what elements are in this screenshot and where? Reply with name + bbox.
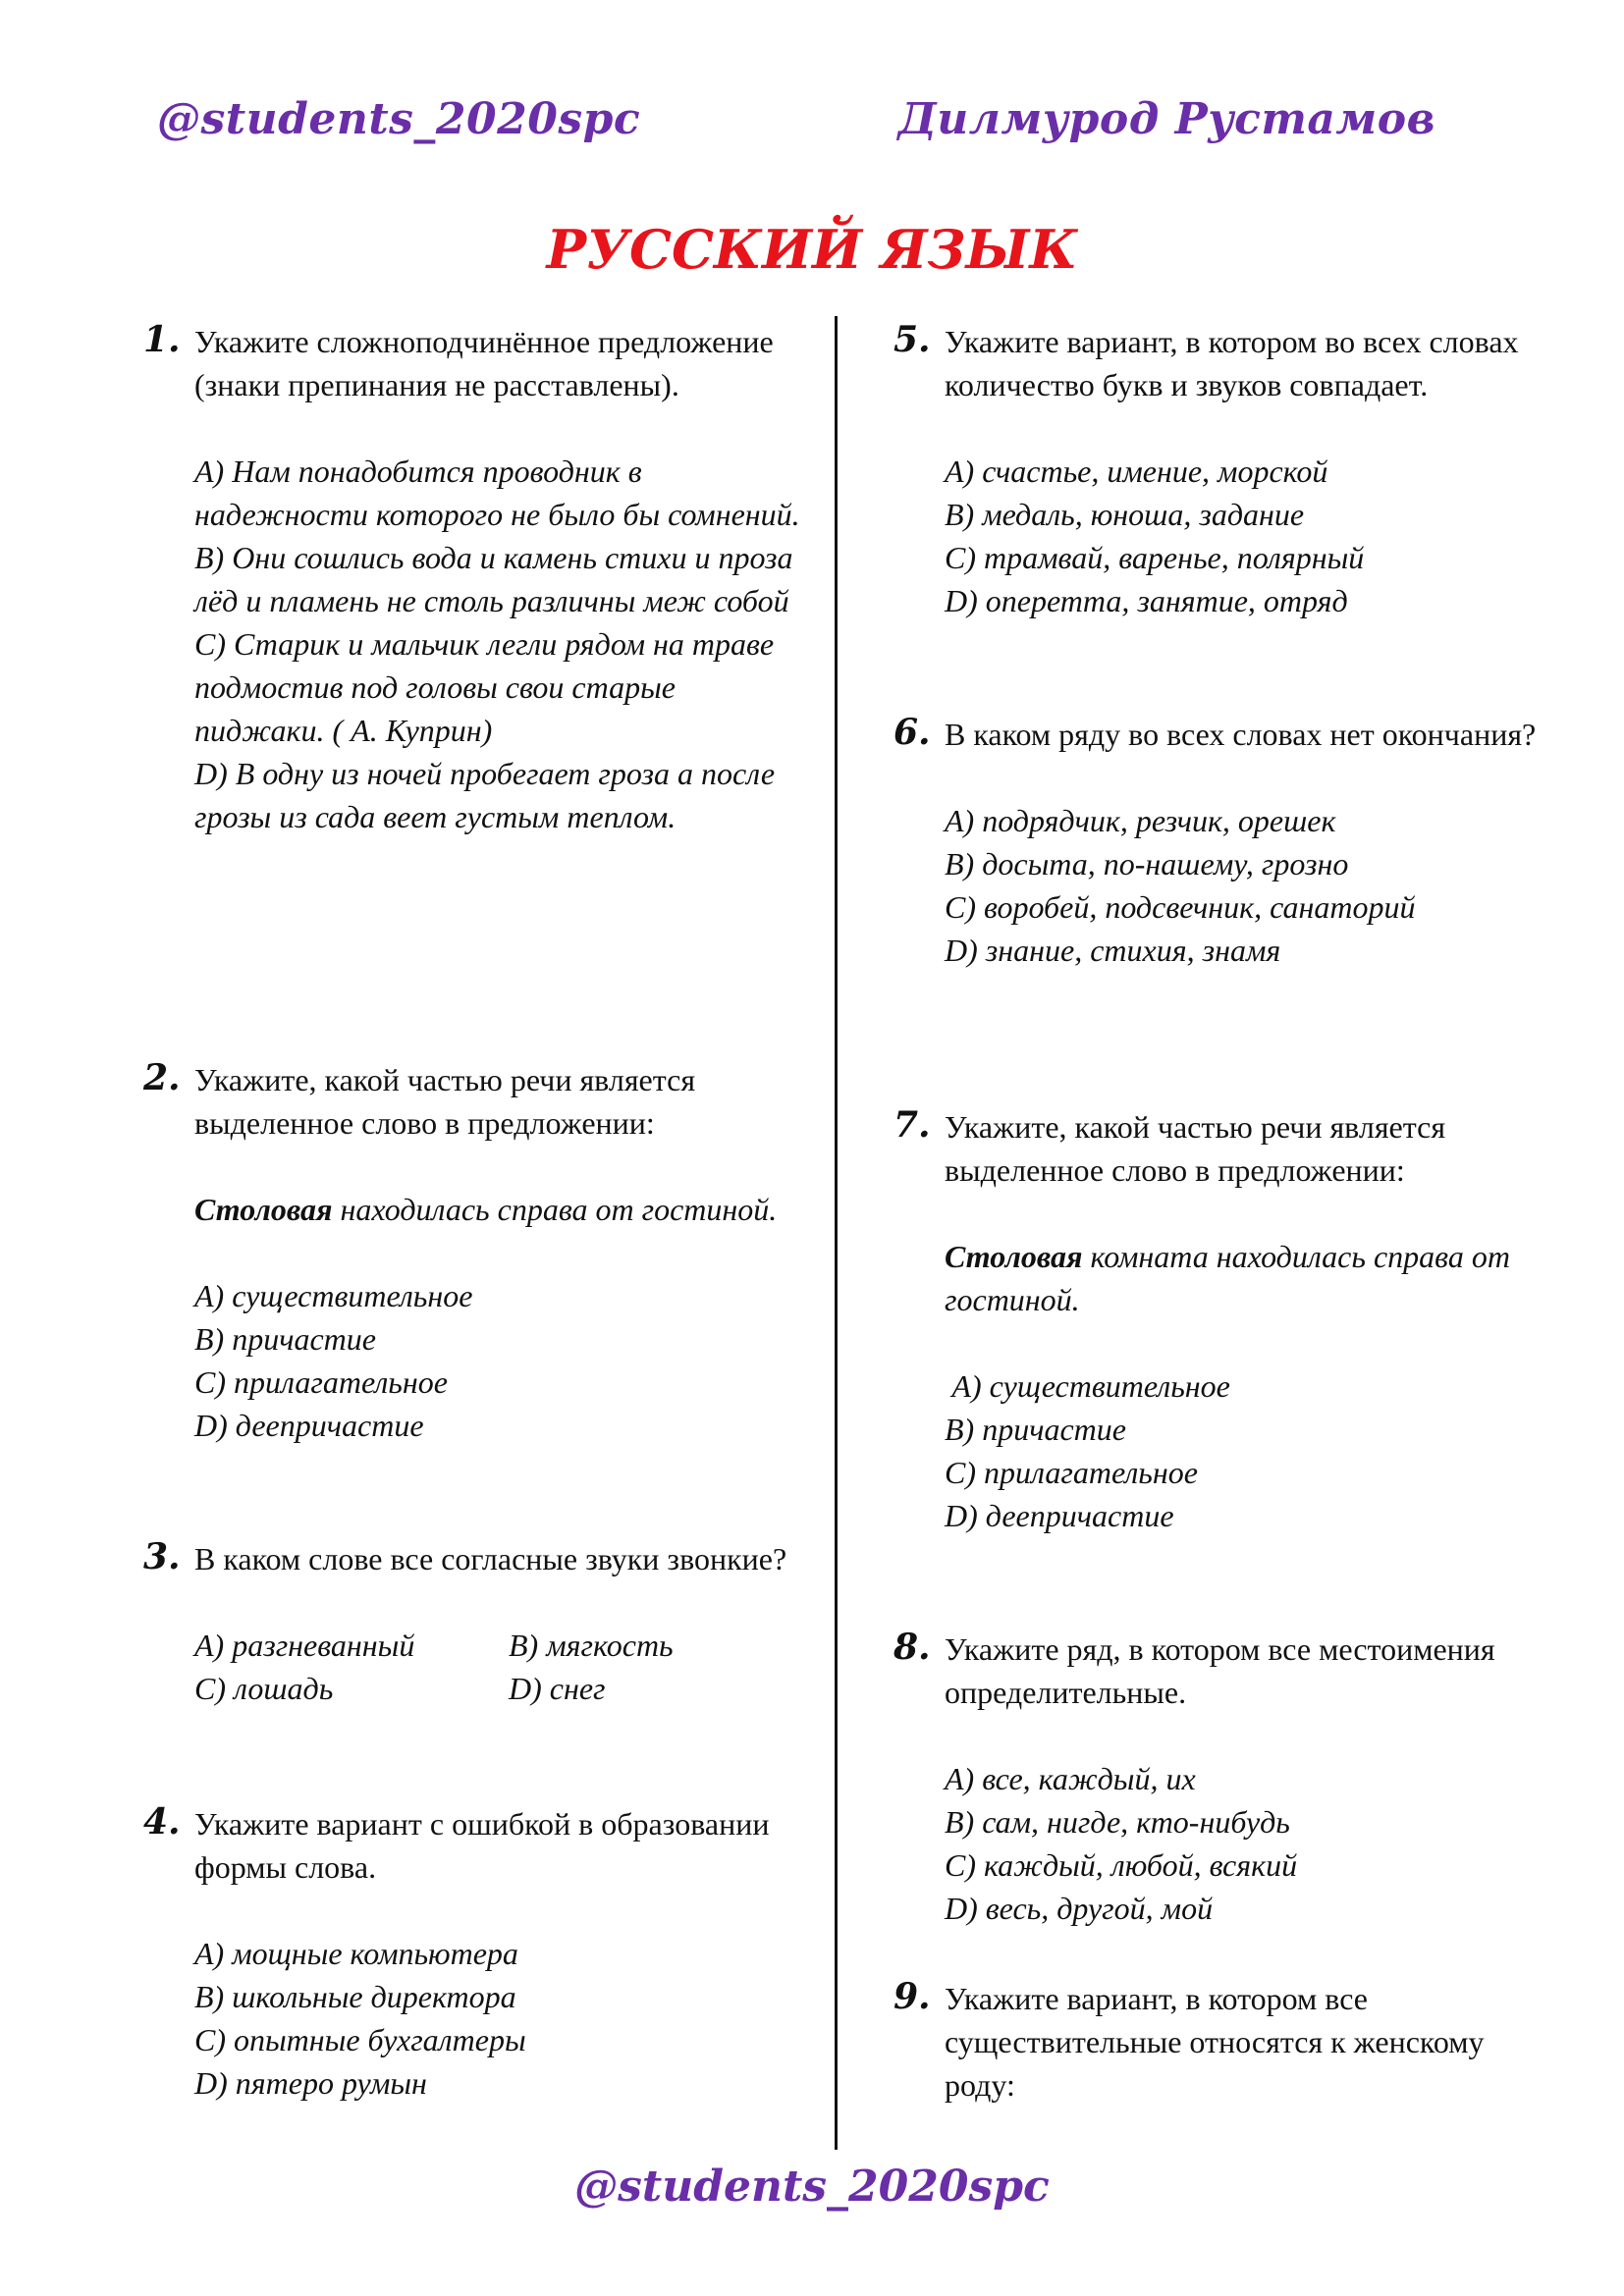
option-b: B) причастие bbox=[945, 1412, 1126, 1447]
question-5 bbox=[893, 319, 1553, 622]
example-rest: комната находилась справа от гостиной. bbox=[945, 1239, 1510, 1317]
question-number: 7. bbox=[893, 1104, 931, 1146]
example-sentence bbox=[945, 1235, 1553, 1321]
question-8 bbox=[893, 1627, 1553, 1930]
option-b: B) школьные директора bbox=[194, 1979, 516, 2014]
example-sentence bbox=[194, 1188, 803, 1231]
option-a: A) Нам понадобится проводник в надежности которого не было бы сомнений. bbox=[194, 454, 800, 532]
option-d: D) знание, стихия, знамя bbox=[945, 933, 1281, 968]
option-d: D) пятеро румын bbox=[194, 2065, 427, 2101]
question-text: В каком ряду во всех словах нет окончания? bbox=[945, 717, 1537, 752]
question-9 bbox=[893, 1976, 1553, 2107]
option-b: B) причастие bbox=[194, 1321, 376, 1357]
options-list bbox=[194, 1274, 803, 1447]
option-a: A) существительное bbox=[945, 1368, 1230, 1404]
question-number: 2. bbox=[143, 1057, 181, 1098]
option-d: D) деепричастие bbox=[945, 1498, 1174, 1533]
option-d: D) весь, другой, мой bbox=[945, 1891, 1214, 1926]
option-d: D) снег bbox=[509, 1671, 606, 1706]
option-c: C) Старик и мальчик легли рядом на траве подмостив под головы свои старые пиджаки. ( А. Куприн) bbox=[194, 626, 775, 748]
options-row bbox=[194, 1667, 803, 1710]
option-b: B) сам, нигде, кто-нибудь bbox=[945, 1804, 1290, 1840]
option-c: C) каждый, любой, всякий bbox=[945, 1847, 1298, 1883]
example-rest: находилась справа от гостиной. bbox=[332, 1192, 778, 1227]
question-number: 9. bbox=[893, 1976, 931, 2017]
question-3 bbox=[143, 1536, 803, 1710]
column-divider bbox=[835, 316, 838, 2150]
option-a: A) все, каждый, их bbox=[945, 1761, 1196, 1796]
question-text: Укажите вариант с ошибкой в образовании формы слова. bbox=[194, 1806, 770, 1885]
question-2 bbox=[143, 1057, 803, 1447]
option-a: A) существительное bbox=[194, 1278, 473, 1313]
question-1 bbox=[143, 319, 803, 838]
option-b: B) мягкость bbox=[509, 1628, 674, 1663]
highlighted-word: Столовая bbox=[194, 1192, 333, 1227]
option-d: D) оперетта, занятие, отряд bbox=[945, 583, 1348, 618]
question-text: Укажите вариант, в котором все существительные относятся к женскому роду: bbox=[945, 1981, 1485, 2103]
options-list bbox=[945, 1364, 1553, 1537]
question-number: 6. bbox=[893, 712, 931, 753]
option-a: A) разгневанный bbox=[194, 1628, 415, 1663]
option-c: C) прилагательное bbox=[945, 1455, 1198, 1490]
question-text: Укажите, какой частью речи является выделенное слово в предложении: bbox=[945, 1109, 1446, 1188]
question-text: В каком слове все согласные звуки звонкие? bbox=[194, 1541, 787, 1576]
options-row bbox=[194, 1624, 803, 1667]
question-number: 3. bbox=[143, 1536, 181, 1577]
question-number: 8. bbox=[893, 1627, 931, 1668]
question-number: 5. bbox=[893, 319, 931, 360]
question-7 bbox=[893, 1104, 1553, 1537]
option-d: D) деепричастие bbox=[194, 1408, 424, 1443]
options-list bbox=[945, 799, 1553, 972]
options-list bbox=[194, 450, 803, 838]
header-author-name: Дилмурод Рустамов bbox=[897, 94, 1435, 144]
option-c: C) лошадь bbox=[194, 1671, 334, 1706]
question-text: Укажите, какой частью речи является выделенное слово в предложении: bbox=[194, 1062, 696, 1141]
option-a: A) подрядчик, резчик, орешек bbox=[945, 803, 1336, 838]
header-left-handle: @students_2020spc bbox=[157, 94, 641, 144]
option-a: A) мощные компьютера bbox=[194, 1936, 518, 1971]
page-title: РУССКИЙ ЯЗЫК bbox=[546, 218, 1078, 281]
question-6 bbox=[893, 712, 1553, 972]
option-c: C) трамвай, варенье, полярный bbox=[945, 540, 1365, 575]
option-b: B) Они сошлись вода и камень стихи и проза лёд и пламень не столь различны меж собой bbox=[194, 540, 793, 618]
footer-handle: @students_2020spc bbox=[574, 2162, 1050, 2212]
question-text: Укажите вариант, в котором во всех словах количество букв и звуков совпадает. bbox=[945, 324, 1519, 402]
option-b: B) досыта, по-нашему, грозно bbox=[945, 846, 1349, 881]
option-c: C) прилагательное bbox=[194, 1364, 448, 1400]
question-text: Укажите ряд, в котором все местоимения определительные. bbox=[945, 1631, 1495, 1710]
question-number: 1. bbox=[143, 319, 181, 360]
option-d: D) В одну из ночей пробегает гроза а после грозы из сада веет густым теплом. bbox=[194, 756, 776, 834]
highlighted-word: Столовая bbox=[945, 1239, 1083, 1274]
option-b: B) медаль, юноша, задание bbox=[945, 497, 1305, 532]
options-list bbox=[945, 450, 1553, 622]
options-list bbox=[194, 1932, 803, 2105]
question-number: 4. bbox=[143, 1801, 181, 1842]
question-4 bbox=[143, 1801, 803, 2105]
option-a: A) счастье, имение, морской bbox=[945, 454, 1328, 489]
question-text: Укажите сложноподчинённое предложение (знаки препинания не расставлены). bbox=[194, 324, 774, 402]
options-list bbox=[194, 1624, 803, 1710]
option-c: C) опытные бухгалтеры bbox=[194, 2022, 526, 2057]
option-c: C) воробей, подсвечник, санаторий bbox=[945, 889, 1416, 925]
options-list bbox=[945, 1757, 1553, 1930]
